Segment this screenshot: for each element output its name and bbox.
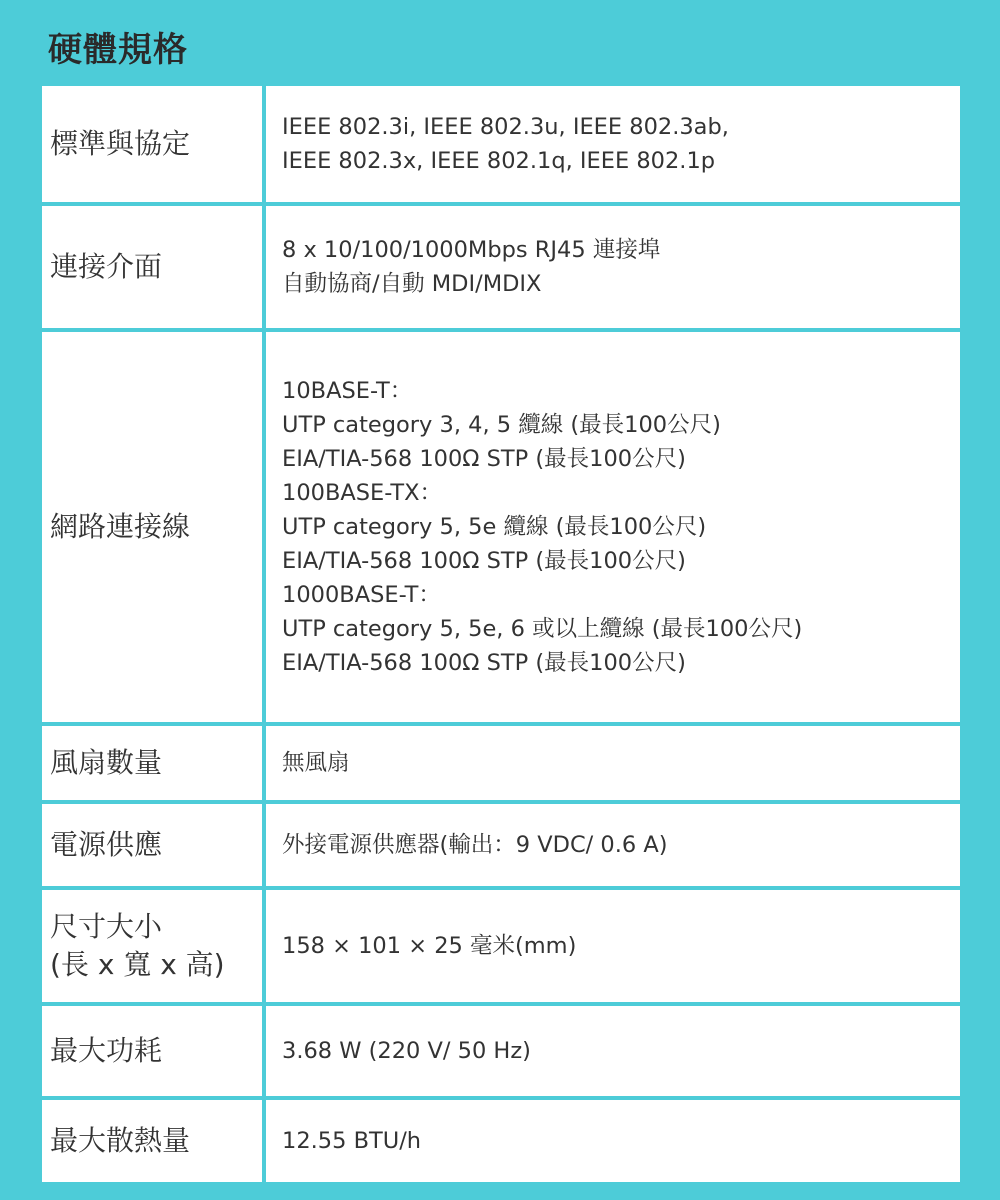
- spec-value: IEEE 802.3i, IEEE 802.3u, IEEE 802.3ab, IEEE 802.3x, IEEE 802.1q, IEEE 802.1p: [266, 86, 960, 202]
- spec-row: [42, 206, 960, 328]
- spec-value: 3.68 W (220 V/ 50 Hz): [266, 1006, 960, 1096]
- spec-value: 10BASE-T： UTP category 3, 4, 5 纜線 (最長100公尺) EIA/TIA-568 100Ω STP (最長100公尺) 100BASE-TX： UTP category 5, 5e 纜線 (最長100公尺) EIA/TIA-568 100Ω STP (最長100公尺) 1000BASE-T： UTP category 5, 5e, 6 或以上纜線 (最長100公尺) EIA/TIA-568 100Ω STP (最長100公尺): [266, 332, 960, 722]
- spec-table: [42, 82, 960, 1186]
- page-title: 硬體規格: [48, 30, 188, 70]
- spec-label: 最大散熱量: [42, 1100, 262, 1182]
- spec-value: 12.55 BTU/h: [266, 1100, 960, 1182]
- spec-value: 8 x 10/100/1000Mbps RJ45 連接埠 自動協商/自動 MDI/MDIX: [266, 206, 960, 328]
- spec-row: [42, 890, 960, 1002]
- spec-row: [42, 332, 960, 722]
- spec-row: [42, 726, 960, 800]
- spec-label: 電源供應: [42, 804, 262, 886]
- spec-row: [42, 1100, 960, 1182]
- spec-label: 最大功耗: [42, 1006, 262, 1096]
- spec-row: [42, 1006, 960, 1096]
- spec-label: 尺寸大小 (長 x 寬 x 高): [42, 890, 262, 1002]
- spec-value: 外接電源供應器(輸出：9 VDC/ 0.6 A): [266, 804, 960, 886]
- spec-row: [42, 86, 960, 202]
- spec-label: 網路連接線: [42, 332, 262, 722]
- spec-label: 連接介面: [42, 206, 262, 328]
- spec-label: 風扇數量: [42, 726, 262, 800]
- spec-value: 158 × 101 × 25 毫米(mm): [266, 890, 960, 1002]
- spec-row: [42, 804, 960, 886]
- spec-value: 無風扇: [266, 726, 960, 800]
- spec-label: 標準與協定: [42, 86, 262, 202]
